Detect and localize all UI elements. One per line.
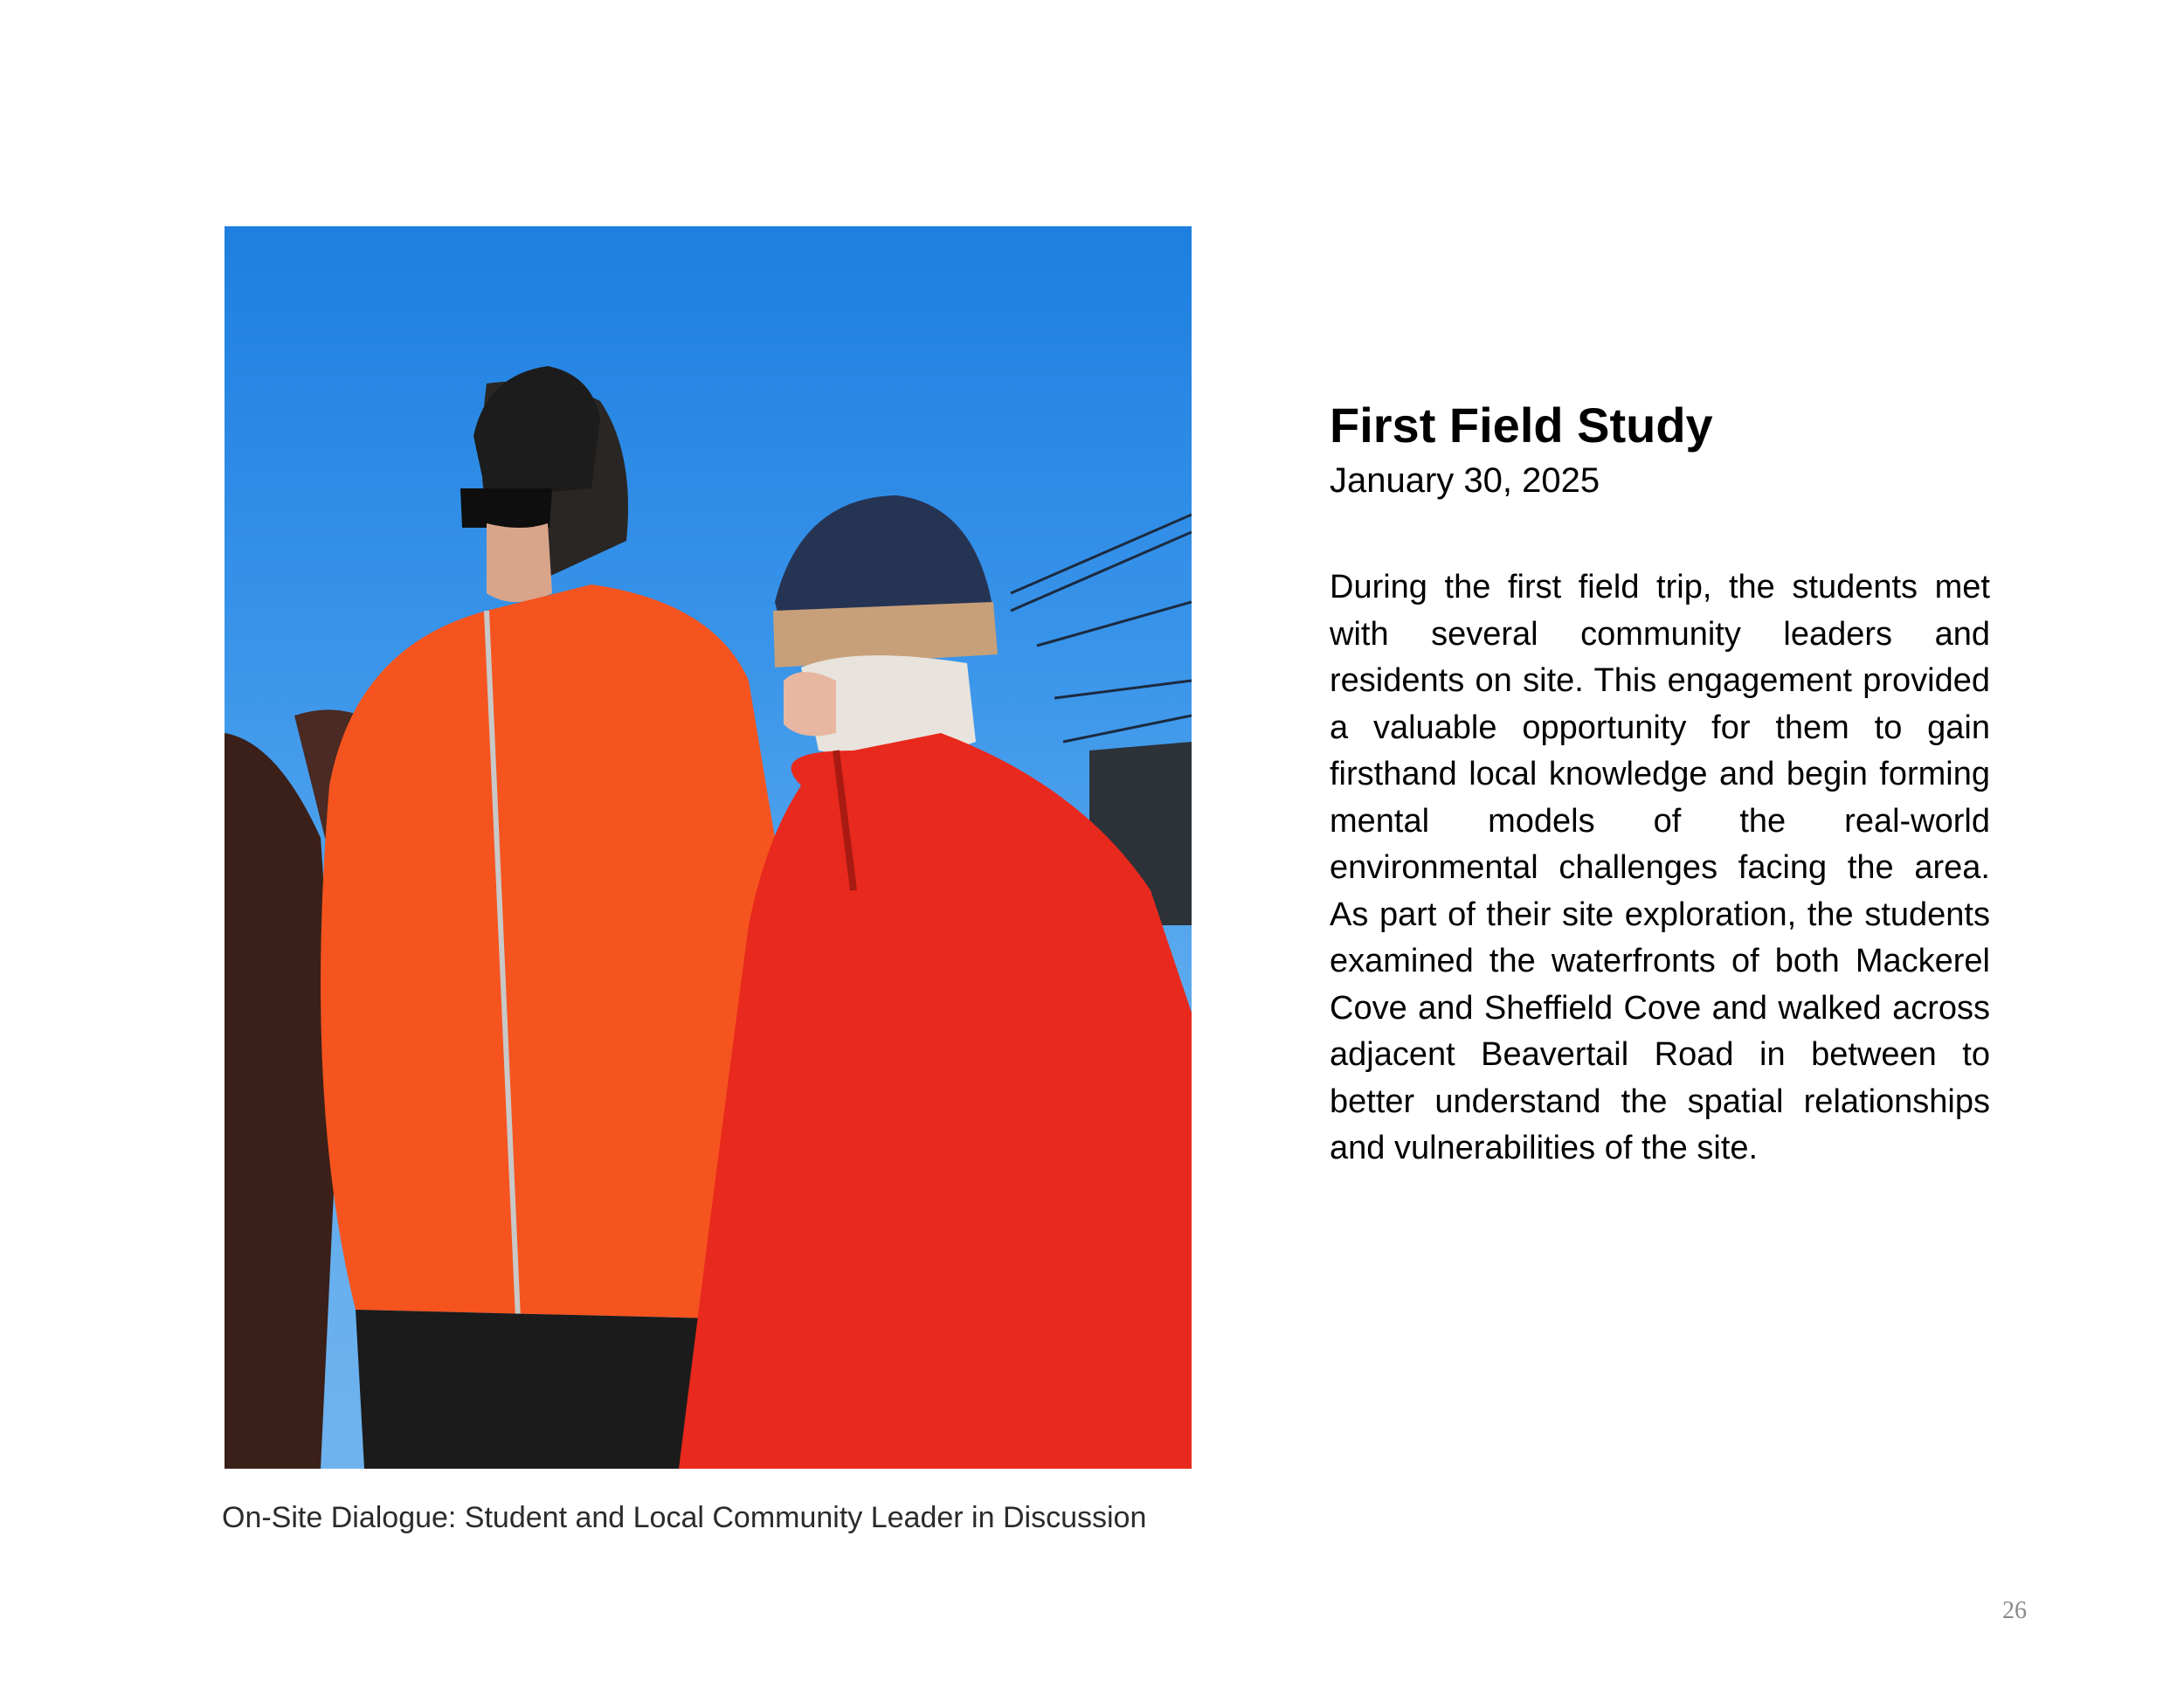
field-study-photo: [225, 226, 1192, 1469]
page-title: First Field Study: [1330, 398, 1713, 453]
background-person-left: [225, 733, 338, 1469]
photo-caption: On-Site Dialogue: Student and Local Community Leader in Discussion: [222, 1501, 1147, 1534]
photo-illustration: [225, 226, 1192, 1469]
community-leader-figure: [679, 495, 1192, 1469]
page-number: 26: [2002, 1597, 2027, 1624]
power-lines: [1011, 515, 1192, 742]
body-paragraph: During the first field trip, the students met with several community leaders and residents on site. This engagement provided a valuable opportunity for them to gain firsthand local knowledge and begin forming mental models of the real-world environmental challenges facing the area. As part of their site exploration, the students examined the waterfronts of both Mackerel Cove and Sheffield Cove and walked across adjacent Beavertail Road in between to better understand the spatial relationships and vulnerabilities of the site.: [1330, 569, 1990, 1166]
study-date: January 30, 2025: [1330, 461, 1600, 500]
